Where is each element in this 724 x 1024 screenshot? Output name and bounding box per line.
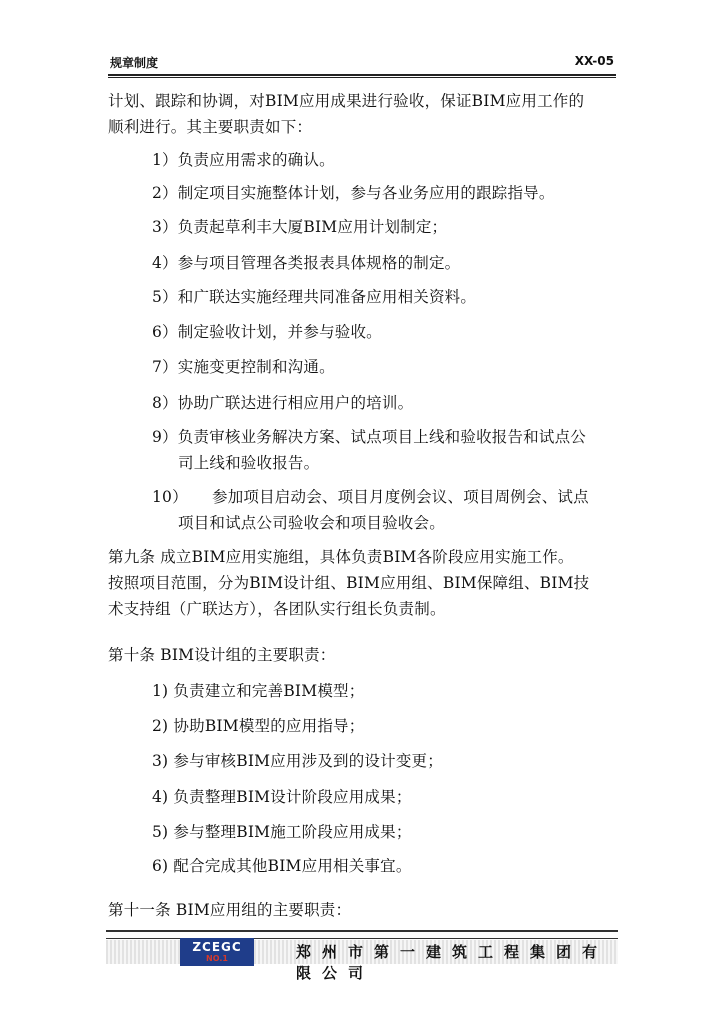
duty-item (152, 180, 555, 206)
duty-number: 9） (152, 428, 178, 446)
article-10-item: 3) 参与审核BIM应用涉及到的设计变更； (152, 752, 443, 770)
article-9 (108, 544, 618, 622)
duty-number: 6） (152, 323, 178, 341)
duty-text: 负责应用需求的确认。 (177, 151, 335, 169)
duty-item (152, 214, 447, 240)
duty-text-continued: 司上线和验收报告。 (178, 454, 320, 472)
duty-number: 8） (152, 394, 178, 412)
duty-text: 参加项目启动会、项目月度例会议、项目周例会、试点 (212, 488, 589, 506)
duty-number: 3） (152, 218, 178, 236)
article-10-item: 6) 配合完成其他BIM应用相关事宜。 (152, 857, 412, 875)
duty-text: 实施变更控制和沟通。 (177, 358, 335, 376)
article-9-line: 第九条 成立BIM应用实施组，具体负责BIM各阶段应用实施工作。 (108, 548, 574, 566)
article-11-title: 第十一条 BIM应用组的主要职责： (108, 901, 352, 919)
article-10-title: 第十条 BIM设计组的主要职责： (108, 646, 336, 664)
intro-line: 计划、跟踪和协调，对BIM应用成果进行验收，保证BIM应用工作的 (108, 92, 585, 110)
duty-text: 和广联达实施经理共同准备应用相关资料。 (177, 288, 477, 306)
page-header (108, 52, 616, 76)
duty-text: 负责起草利丰大厦BIM应用计划制定； (177, 218, 448, 236)
duty-number: 1） (152, 151, 178, 169)
logo-text: ZCEGC (192, 940, 242, 954)
duty-number: 4） (152, 254, 178, 272)
duty-text: 负责审核业务解决方案、试点项目上线和验收报告和试点公 (177, 428, 586, 446)
duty-text: 制定验收计划，并参与验收。 (177, 323, 382, 341)
logo-subtext: NO.1 (206, 954, 228, 963)
duty-text: 协助广联达进行相应用户的培训。 (177, 394, 414, 412)
article-9-line: 术支持组（广联达方），各团队实行组长负责制。 (108, 600, 446, 618)
duty-item (152, 319, 382, 345)
article-10-item: 2) 协助BIM模型的应用指导； (152, 717, 365, 735)
page-footer (106, 930, 618, 982)
duty-item (152, 424, 586, 476)
duty-item (152, 284, 476, 310)
company-logo (180, 938, 254, 966)
duty-item (152, 354, 335, 380)
duty-item (152, 484, 589, 536)
intro-paragraph (108, 88, 618, 140)
duty-item (152, 147, 335, 173)
duty-number: 5） (152, 288, 178, 306)
duty-number: 2） (152, 184, 178, 202)
article-10-item: 1) 负责建立和完善BIM模型； (152, 682, 365, 700)
header-doc-code: XX-05 (574, 54, 614, 68)
duty-number: 10） (152, 488, 188, 506)
company-name: 郑州市第一建筑工程集团有限公司 (296, 943, 609, 982)
duty-item (152, 250, 460, 276)
duty-number: 7） (152, 358, 178, 376)
article-10-item: 5) 参与整理BIM施工阶段应用成果； (152, 823, 412, 841)
article-9-line: 按照项目范围，分为BIM设计组、BIM应用组、BIM保障组、BIM技 (108, 574, 590, 592)
duty-text: 制定项目实施整体计划，参与各业务应用的跟踪指导。 (177, 184, 555, 202)
intro-line: 顺利进行。其主要职责如下： (108, 118, 313, 136)
duty-text: 参与项目管理各类报表具体规格的制定。 (177, 254, 461, 272)
duty-text-continued: 项目和试点公司验收会和项目验收会。 (178, 514, 445, 532)
header-category: 规章制度 (110, 56, 159, 70)
duty-item (152, 390, 413, 416)
header-divider (108, 77, 616, 78)
article-10-item: 4) 负责整理BIM设计阶段应用成果； (152, 788, 412, 806)
